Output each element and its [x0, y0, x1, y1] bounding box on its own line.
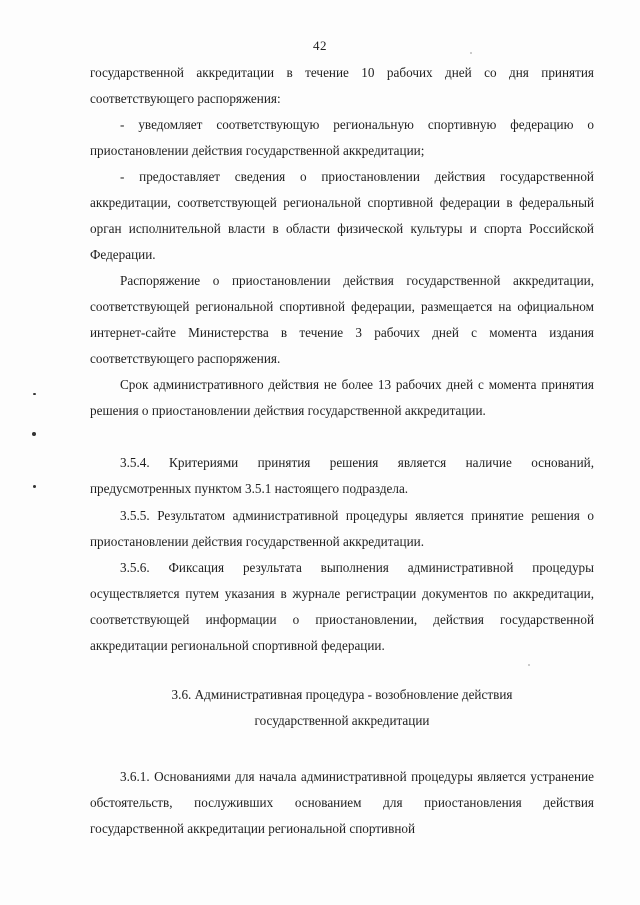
scan-mark [33, 485, 36, 488]
section-heading-line-2: государственной аккредитации [254, 713, 430, 728]
scan-speck [528, 664, 530, 666]
scan-speck [470, 52, 472, 54]
paragraph-3-5-6: 3.5.6. Фиксация результата выполнения административной процедуры осуществляется путем указания в журнале регистрации документов по аккредитации, соответствующей информации о приостановлении, действия государственной аккредитации региональной спортивной федерации. [90, 560, 594, 653]
paragraph-3-6-1: 3.6.1. Основаниями для начала административной процедуры является устранение обстоятельств, послуживших основанием для приостановления действия государственной аккредитации региональной спортивной [90, 769, 594, 836]
paragraph-3-5-5: 3.5.5. Результатом административной процедуры является принятие решения о приостановлении действия государственной аккредитации. [90, 508, 594, 549]
paragraph-action-term: Срок административного действия не более 13 рабочих дней с момента принятия решения о приостановлении действия государственной аккредитации. [90, 377, 594, 418]
section-heading-line-1: 3.6. Административная процедура - возобновление действия [171, 687, 513, 702]
paragraph-order-publication: Распоряжение о приостановлении действия государственной аккредитации, соответствующей региональной спортивной федерации, размещается на официальном интернет-сайте Министерства в течение 3 рабочих дней с момента издания соответствующего распоряжения. [90, 273, 594, 366]
paragraph-continuation: государственной аккредитации в течение 10 рабочих дней со дня принятия соответствующего распоряжения: [90, 65, 594, 106]
page-number: 42 [313, 38, 327, 53]
paragraph-notify-federation: - уведомляет соответствующую региональную спортивную федерацию о приостановлении действия государственной аккредитации; [90, 117, 594, 158]
paragraph-provide-info: - предоставляет сведения о приостановлении действия государственной аккредитации, соответствующей региональной спортивной федерации в федеральный орган исполнительной власти в области физической культуры и спорта Российской Федерации. [90, 169, 594, 262]
scan-mark [32, 432, 36, 436]
scan-mark [33, 393, 36, 395]
paragraph-3-5-4: 3.5.4. Критериями принятия решения является наличие оснований, предусмотренных пунктом 3.5.1 настоящего подраздела. [90, 455, 594, 496]
